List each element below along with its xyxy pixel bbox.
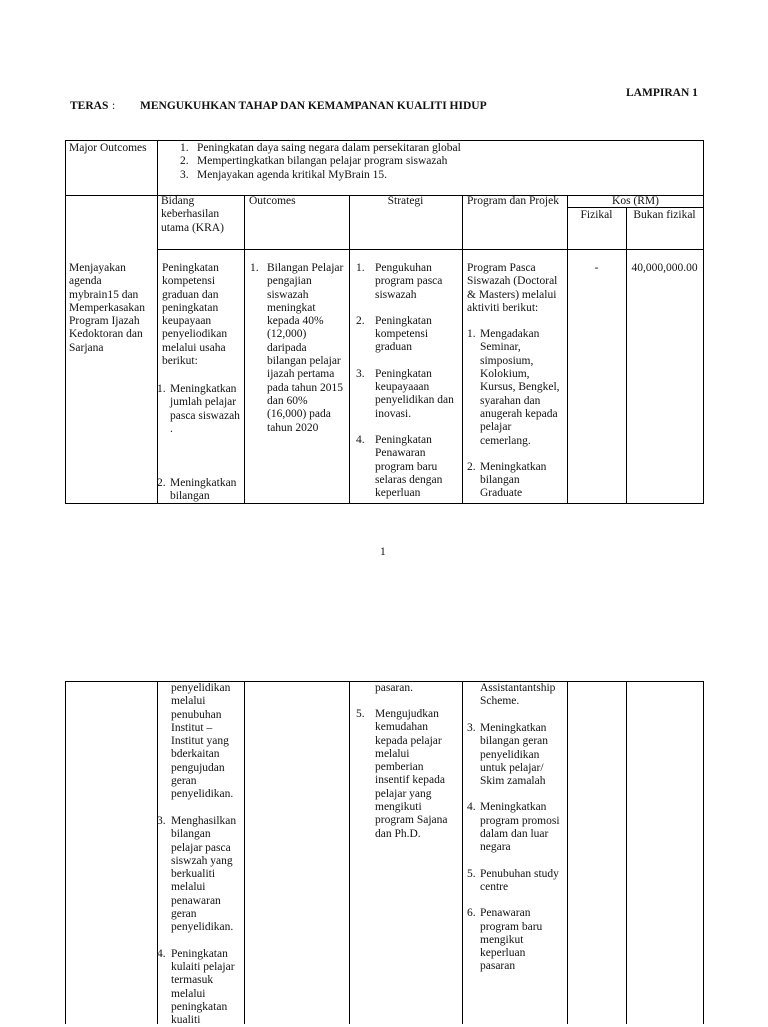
list-item: 4. Peningkatan Penawaran program baru selaras dengan keperluan [356,433,443,500]
kos-header: Kos (RM) [612,195,659,207]
kra-header: Bidang keberhasilan utama (KRA) [161,195,224,234]
list-item: 1. Pengukuhan program pasca siswazah [356,262,443,301]
list-item: 2. Mempertingkatkan bilangan pelajar program siswazah [180,155,448,168]
teras-label: TERAS [70,100,109,112]
teras-colon: : [112,100,116,112]
kra-item-2: 2. Meningkatkan bilangan [157,477,237,503]
bukan-fizikal-header: Bukan fizikal [633,209,696,221]
list-item: 5. Penubuhan study centre [467,867,559,893]
strategi-header: Strategi [387,195,424,207]
kra-cell [162,262,244,368]
major-outcomes-list [180,142,680,182]
program-cell [467,262,563,501]
lampiran-label: LAMPIRAN 1 [626,87,698,99]
list-item: 4. Meningkatkan program promosi dalam dan luar negara [467,801,560,854]
list-item: 3. Meningkatkan bilangan geran penyelidikan untuk pelajar/ Skim zamalah [467,722,549,788]
major-outcomes-label: Major Outcomes [69,142,147,154]
outcome-cell: 1. Bilangan Pelajar pengajian siswazah meningkat kepada 40% (12,000) daripada bilangan pelajar ijazah pertama pada tahun 2015 dan 60% (16,000) pada tahun 2020 [250,262,344,434]
list-item: 3. Menjayakan agenda kritikal MyBrain 15. [180,168,388,181]
kra-intro: Peningkatan kompetensi graduan dan peningkatan keupayaan penyeliodikan melalui usaha berikut: [162,262,228,368]
teras-title: MENGUKUHKAN TAHAP DAN KEMAMPANAN KUALITI HIDUP [140,100,487,112]
list-item: 3. Peningkatan keupayaaan penyelidikan dan inovasi. [356,367,454,420]
kra-item-1: 1. Meningkatkan jumlah pelajar pasca siswazah . [157,383,240,435]
fizikal-header: Fizikal [580,209,613,221]
list-item: 1. Mengadakan Seminar, simposium, Kolokium, Kursus, Bengkel, syarahan dan anugerah kepada pelajar cemerlang. [467,328,560,447]
fizikal-value: - [594,262,599,274]
strategi-cell [356,262,459,500]
page-number: 1 [380,546,386,558]
outcomes-header: Outcomes [249,195,296,207]
kra-items-page2 [157,815,244,1027]
list-item: 2. Meningkatkan bilangan Graduate [467,460,547,500]
list-item: 4. Peningkatan kulaiti pelajar termasuk melalui peningkatan kualiti [157,947,235,1027]
list-item: 3. Menghasilkan bilangan pelajar pasca siswzah yang berkualiti melalui penawaran geran penyelidikan. [157,815,237,934]
kra-cont: penyelidikan melalui penubuhan Institut – Institut yang bderkaitan pengujudan geran penyelidikan. [171,682,234,801]
bukan-fizikal-value: 40,000,000.00 [631,262,698,274]
program-header: Program dan Projek [467,195,559,207]
strategi-cont: pasaran. [375,682,413,694]
list-item: 2. Peningkatan kompetensi graduan [356,314,432,354]
program-items-page2 [467,722,563,974]
list-item: 6. Penawaran program baru mengikut keperluan pasaran [467,907,543,973]
agenda-cell: Menjayakan agenda mybrain15 dan Memperkasakan Program Ijazah Kedoktoran dan Sarjana [69,262,145,354]
strategi-item-5: 5. Mengujudkan kemudahan kepada pelajar melalui pemberian insentif kepada pelajar yang mengikuti program Sajana dan Ph.D. [356,708,448,840]
list-item: 1. Peningkatan daya saing negara dalam persekitaran global [180,142,461,154]
program-cont: Assistantantship Scheme. [480,682,556,708]
program-intro: Program Pasca Siswazah (Doctoral & Masters) melalui aktiviti berikut: [467,262,558,314]
